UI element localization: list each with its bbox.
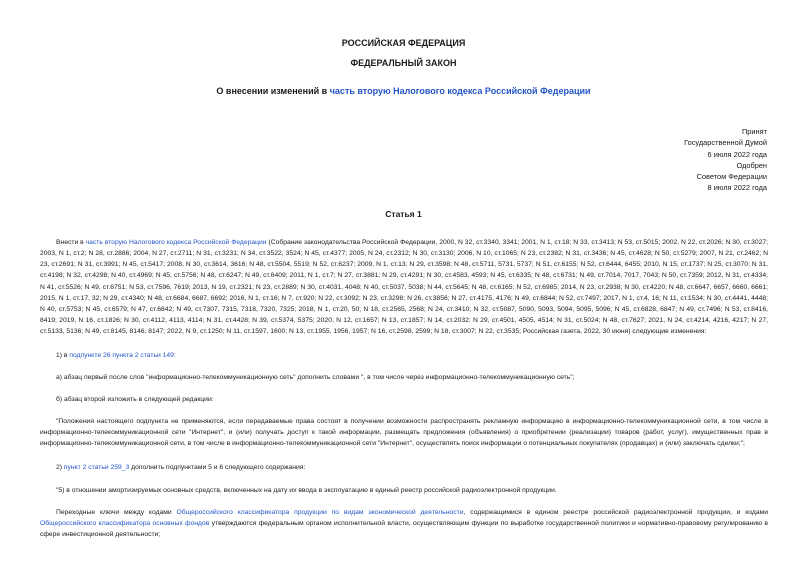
paragraph-item-1	[40, 350, 768, 361]
adoption-line: Одобрен	[736, 160, 767, 170]
paragraph-transition-keys	[40, 507, 768, 540]
adoption-line: Государственной Думой	[684, 138, 767, 148]
law-title	[0, 86, 807, 96]
article-259-3-link[interactable]: пункт 2 статьи 259_3	[63, 464, 130, 471]
paragraph-lead: 2)	[56, 464, 64, 471]
paragraph-item-2	[40, 462, 768, 473]
paragraph-text: (Собрание законодательства Российской Федерации, 2000, N 32, ст.3340, 3341; 2001, N 1, ст.18; N 33, ст.3413; N 53, ст.5015; 2002, N 22, ст.2026; N 30, ст.3027; 2003, N 1, ст.2; N 28, ст.2886; 2004, N 27, ст.2711; N 31, ст.3231; N 34, ст.3522, 3524; N 45, ст.4377; 2005, N 24, ст.2312; N 30, ст.3130; 2006, N 10, ст.1065; N 23, ст.2382; N 31, ст.3436; N 45, ст.4628; N 50, ст.5279; 2007, N 21, ст.2462; N 23, ст.2691; N 31, ст.3991; N 45, ст.5417; 2008, N 30, ст.3614, 3616; N 48, ст.5504, 5519; N 52, ст.6237; 2009, N 1, ст.13; N 29, ст.3598; N 48, ст.5711, 5731, 5737; N 51, ст.6155; N 52, ст.6444, 6455; 2010, N 15, ст.1737; N 25, ст.3070; N 31, ст.4198; N 32, ст.4298; N 40, ст.4969; N 45, ст.5756; N 48, ст.6247; N 49, ст.6409; 2011, N 1, ст.7; N 27, ст.3881; N 29, ст.4291; N 30, ст.4583, 4593; N 45, ст.6335; N 48, ст.6731; N 49, ст.7014, 7017, 7043; N 50, ст.7359; 2012, N 31, ст.4334; N 41, ст.5526; N 49, ст.6751; N 53, ст.7596, 7619; 2013, N 19, ст.2321; N 23, ст.2889; N 30, ст.4031, 4048; N 40, ст.5037, 5038; N 44, ст.5645; N 48, ст.6165; N 52, ст.6985; 2014, N 23, ст.2938; N 30, ст.4220; N 48, ст.6647, 6657, 6660, 6661; 2015, N 1, ст.17, 32; N 29, ст.4340; N 48, ст.6684, 6687, 6692; 2016, N 1, ст.16; N 7, ст.920; N 22, ст.3092; N 23, ст.3298; N 26, ст.3856; N 27, ст.4175, 4176; N 49, ст.6844; N 52, ст.7497; 2017, N 1, ст.4, 16; N 11, ст.1534; N 30, ст.4441, 4448; N 40, ст.5753; N 45, ст.6579; N 47, ст.6842; N 49, ст.7307, 7315, 7318, 7320, 7325; 2018, N 1, ст.20, 50; N 18, ст.2565, 2568; N 24, ст.3410; N 32, ст.5087, 5090, 5093, 5094, 5095, 5096; N 45, ст.6828, 6847; N 49, ст.7496; N 53, ст.8416, 8419; 2019, N 16, ст.1826; N 30, ст.4112, 4113, 4114; N 31, ст.4428; N 39, ст.5374, 5375; 2020, N 12, ст.1657; N 13, ст.1857; N 14, ст.2032; N 29, ст.4501, 4505, 4514; N 31, ст.5024; N 48, ст.7627; 2021, N 24, ст.4214, 4216, 4217; N 27, ст.5133, 5136; N 49, ст.8145, 8146, 8147; 2022, N 9, ст.1250; N 11, ст.1597, 1600; N 13, ст.1955, 1956, 1957; N 16, ст.2598, 2599; N 18, ст.3007; N 22, ст.3535; Российская газета, 2022, 30 июня) следующие изменения:	[40, 239, 769, 336]
paragraph-text: , содержащимися в едином реестре российской радиоэлектронной продукции, и кодами	[463, 509, 769, 516]
adoption-line: Советом Федерации	[696, 172, 767, 182]
adoption-line: 6 июля 2022 года	[707, 149, 767, 159]
paragraph-text: утверждаются федеральным органом исполнительной власти, осуществляющим функции по выработке государственной политики и нормативно-правовому регулированию в сфере инвестиционной деятельности;	[40, 520, 769, 539]
law-type-heading: ФЕДЕРАЛЬНЫЙ ЗАКОН	[350, 58, 457, 68]
tax-code-part-two-link[interactable]: часть вторую Налогового кодекса Российской Федерации	[329, 86, 591, 96]
paragraph-subitem-5: "5) в отношении амортизируемых основных средств, включенных на дату их ввода в эксплуатацию в единый реестр российской радиоэлектронной продукции.	[56, 487, 557, 494]
paragraph-text: дополнить подпунктами 5 и 6 следующего содержания:	[129, 464, 306, 471]
paragraph-text: :	[173, 352, 176, 359]
article-heading: Статья 1	[385, 209, 422, 219]
paragraph-lead: Переходные ключи между кодами	[56, 509, 177, 516]
paragraph-item-a: а) абзац первый после слов "информационно-телекоммуникационную сеть" дополнить словами ", в том числе через информационно-телекоммуникационную сеть";	[56, 374, 575, 381]
tax-code-link[interactable]: часть вторую Налогового кодекса Российской Федерации	[85, 239, 267, 246]
paragraph-introduction	[40, 237, 768, 337]
adoption-line: Принят	[741, 127, 767, 136]
okof-classifier-link[interactable]: Общероссийского классификатора основных фондов	[40, 520, 210, 528]
article-149-link[interactable]: подпункте 26 пункта 2 статьи 149	[69, 352, 174, 359]
law-title-prefix: О внесении изменений в	[216, 86, 330, 96]
paragraph-lead: Внести в	[56, 239, 86, 246]
adoption-block	[684, 126, 767, 194]
okved-classifier-link[interactable]: Общероссийского классификатора продукции по видам экономической деятельности	[176, 509, 464, 516]
paragraph-item-b: б) абзац второй изложить в следующей редакции:	[56, 396, 214, 403]
paragraph-quoted-provision: "Положения настоящего подпункта не применяются, если передаваемые права состоят в получении возможности распространять рекламную информацию в информационно-телекоммуникационной сети, в том числе в информационно-телекоммуникационной сети "Интернет", и (или) получать доступ к такой информации, размещать предложения (объявления) о приобретении (реализации) товаров (работ, услуг), имущественных прав в информационно-телекоммуникационной сети, в том числе в информационно-телекоммуникационной сети "Интернет", осуществлять поиск информации о потенциальных покупателях (продавцах) и (или) заключать сделки;";	[40, 418, 768, 448]
federation-heading: РОССИЙСКАЯ ФЕДЕРАЦИЯ	[341, 38, 466, 48]
paragraph-lead: 1) в	[56, 352, 70, 359]
adoption-line: 8 июля 2022 года	[707, 183, 767, 193]
